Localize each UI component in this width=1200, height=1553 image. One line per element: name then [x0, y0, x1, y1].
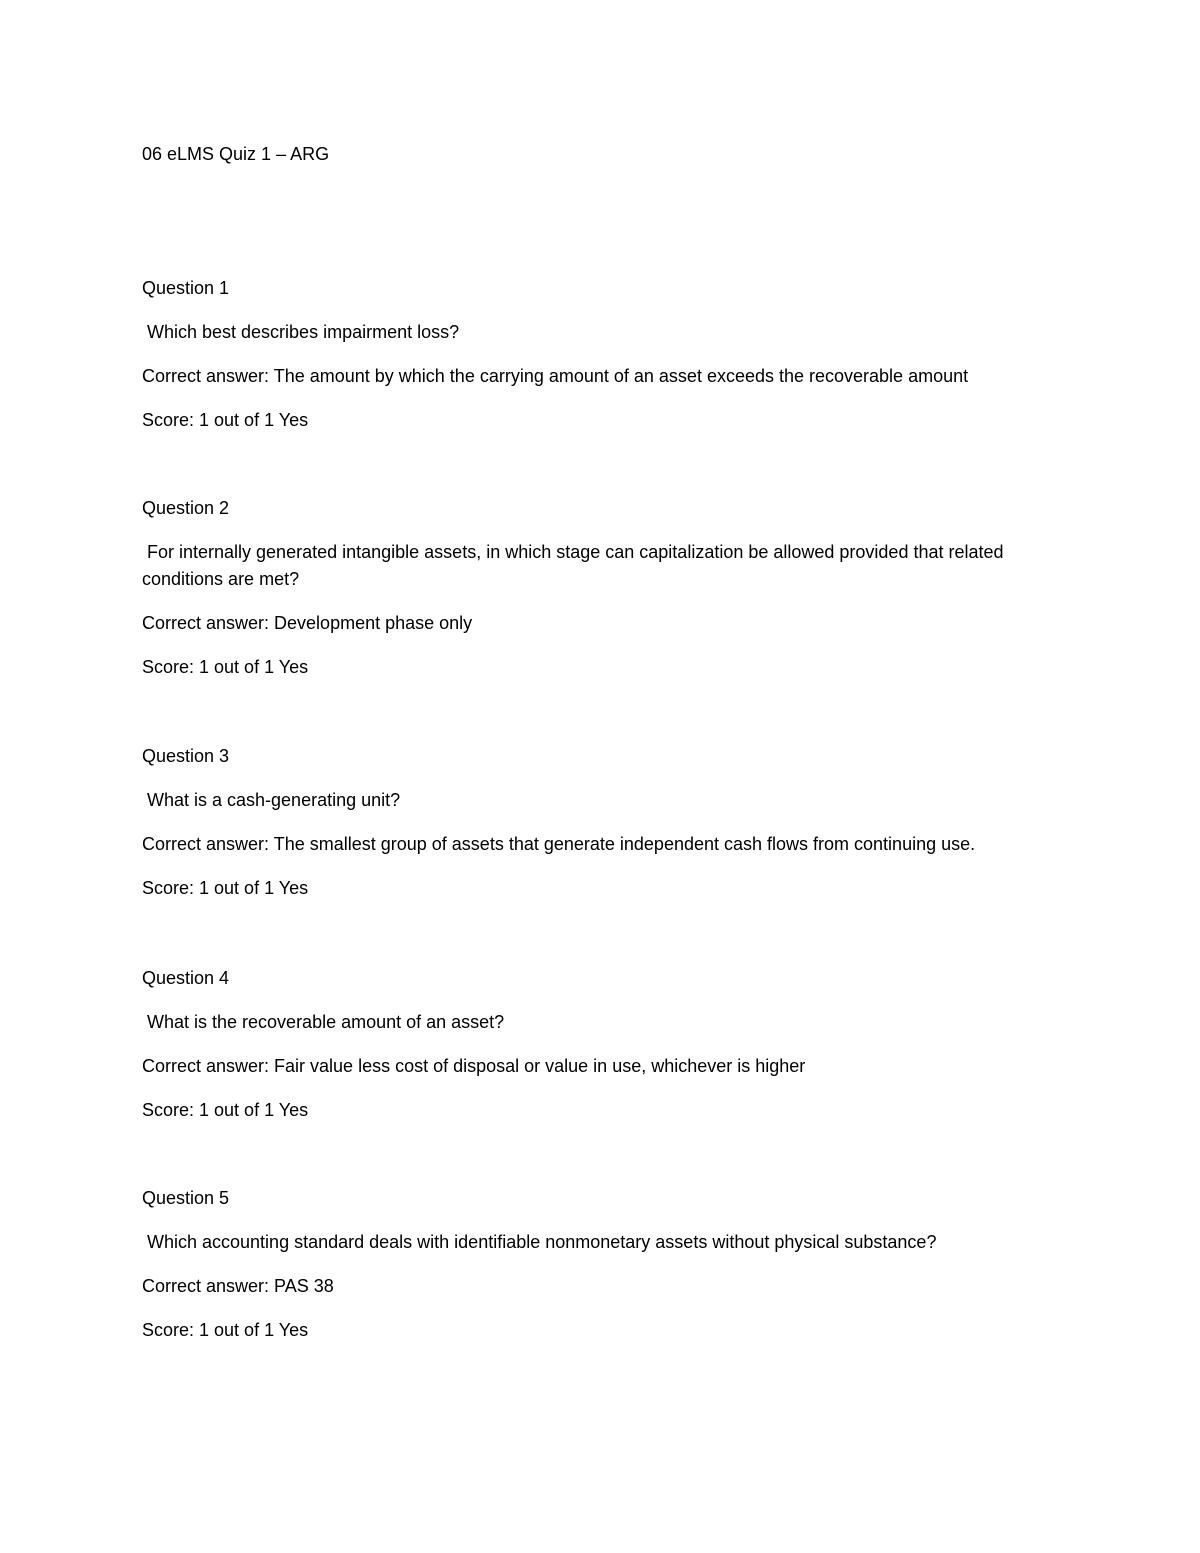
question-block-5 — [142, 1185, 1062, 1344]
question-heading: Question 3 — [142, 746, 230, 766]
question-block-1 — [142, 275, 1062, 434]
question-block-2 — [142, 495, 1062, 681]
question-heading: Question 4 — [142, 968, 230, 988]
question-text: Which accounting standard deals with identifiable nonmonetary assets without physical substance? — [147, 1232, 937, 1252]
score-line: Score: 1 out of 1 Yes — [142, 410, 309, 430]
correct-answer: Correct answer: Fair value less cost of disposal or value in use, whichever is higher — [142, 1056, 806, 1076]
question-text: What is the recoverable amount of an asset? — [147, 1012, 505, 1032]
question-text: For internally generated intangible assets, in which stage can capitalization be allowed provided that related conditions are met? — [142, 542, 1004, 589]
score-line: Score: 1 out of 1 Yes — [142, 1320, 309, 1340]
question-heading: Question 1 — [142, 278, 230, 298]
score-line: Score: 1 out of 1 Yes — [142, 1100, 309, 1120]
correct-answer: Correct answer: Development phase only — [142, 613, 473, 633]
correct-answer: Correct answer: PAS 38 — [142, 1276, 334, 1296]
document-title: 06 eLMS Quiz 1 – ARG — [142, 144, 330, 164]
question-block-3 — [142, 743, 1062, 902]
score-line: Score: 1 out of 1 Yes — [142, 878, 309, 898]
correct-answer: Correct answer: The amount by which the carrying amount of an asset exceeds the recoverable amount — [142, 366, 969, 386]
score-line: Score: 1 out of 1 Yes — [142, 657, 309, 677]
document-page — [142, 141, 1062, 1340]
question-heading: Question 2 — [142, 498, 230, 518]
correct-answer: Correct answer: The smallest group of assets that generate independent cash flows from continuing use. — [142, 834, 976, 854]
question-text: What is a cash-generating unit? — [147, 790, 401, 810]
question-text: Which best describes impairment loss? — [147, 322, 460, 342]
question-heading: Question 5 — [142, 1188, 230, 1208]
question-block-4 — [142, 965, 1062, 1124]
